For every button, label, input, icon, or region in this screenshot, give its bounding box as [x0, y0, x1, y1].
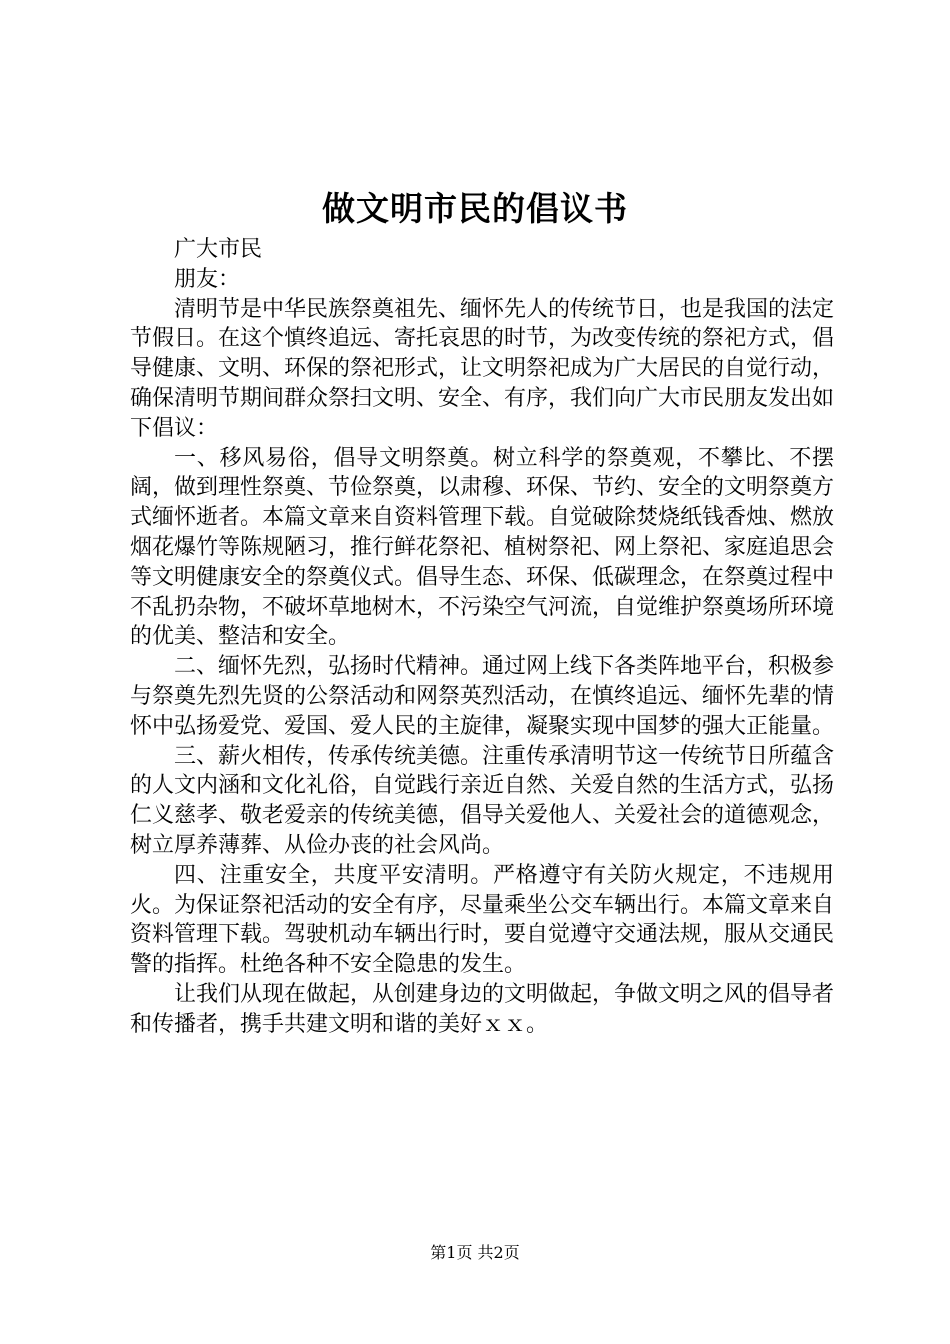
proposal-paragraph-4: 四、注重安全，共度平安清明。严格遵守有关防火规定，不违规用火。为保证祭祀活动的安全有序，尽量乘坐公交车辆出行。本篇文章来自资料管理下载。驾驶机动车辆出行时，要自觉遵守交通法规，服从交通民警的指挥。杜绝各种不安全隐患的发生。: [130, 862, 835, 978]
proposal-paragraph-1: 一、移风易俗，倡导文明祭奠。树立科学的祭奠观，不攀比、不摆阔，做到理性祭奠、节俭祭奠，以肃穆、环保、节约、安全的文明祭奠方式缅怀逝者。本篇文章来自资料管理下载。自觉破除焚烧纸钱香烛、燃放烟花爆竹等陈规陋习，推行鲜花祭祀、植树祭祀、网上祭祀、家庭追思会等文明健康安全的祭奠仪式。倡导生态、环保、低碳理念，在祭奠过程中不乱扔杂物，不破坏草地树木，不污染空气河流，自觉维护祭奠场所环境的优美、整洁和安全。: [130, 445, 835, 650]
proposal-paragraph-2: 二、缅怀先烈，弘扬时代精神。通过网上线下各类阵地平台，积极参与祭奠先烈先贤的公祭活动和网祭英烈活动，在慎终追远、缅怀先辈的情怀中弘扬爱党、爱国、爱人民的主旋律，凝聚实现中国梦的强大正能量。: [130, 654, 835, 739]
closing-paragraph: 让我们从现在做起，从创建身边的文明做起，争做文明之风的倡导者和传播者，携手共建文明和谐的美好ｘｘ。: [130, 981, 835, 1037]
intro-paragraph: 清明节是中华民族祭奠祖先、缅怀先人的传统节日，也是我国的法定节假日。在这个慎终追远、寄托哀思的时节，为改变传统的祭祀方式，倡导健康、文明、环保的祭祀形式，让文明祭祀成为广大居民的自觉行动，确保清明节期间群众祭扫文明、安全、有序，我们向广大市民朋友发出如下倡议：: [130, 296, 835, 441]
document-title: 做文明市民的倡议书: [322, 189, 628, 228]
proposal-paragraph-3: 三、薪火相传，传承传统美德。注重传承清明节这一传统节日所蕴含的人文内涵和文化礼俗，自觉践行亲近自然、关爱自然的生活方式，弘扬仁义慈孝、敬老爱亲的传统美德，倡导关爱他人、关爱社会的道德观念，树立厚养薄葬、从俭办丧的社会风尚。: [130, 743, 835, 858]
document-body: [130, 235, 834, 1040]
page-number-footer: 第1页 共2页: [430, 1243, 520, 1262]
salutation-line-1: 广大市民: [174, 237, 263, 262]
salutation-line-2: 朋友：: [174, 266, 241, 292]
